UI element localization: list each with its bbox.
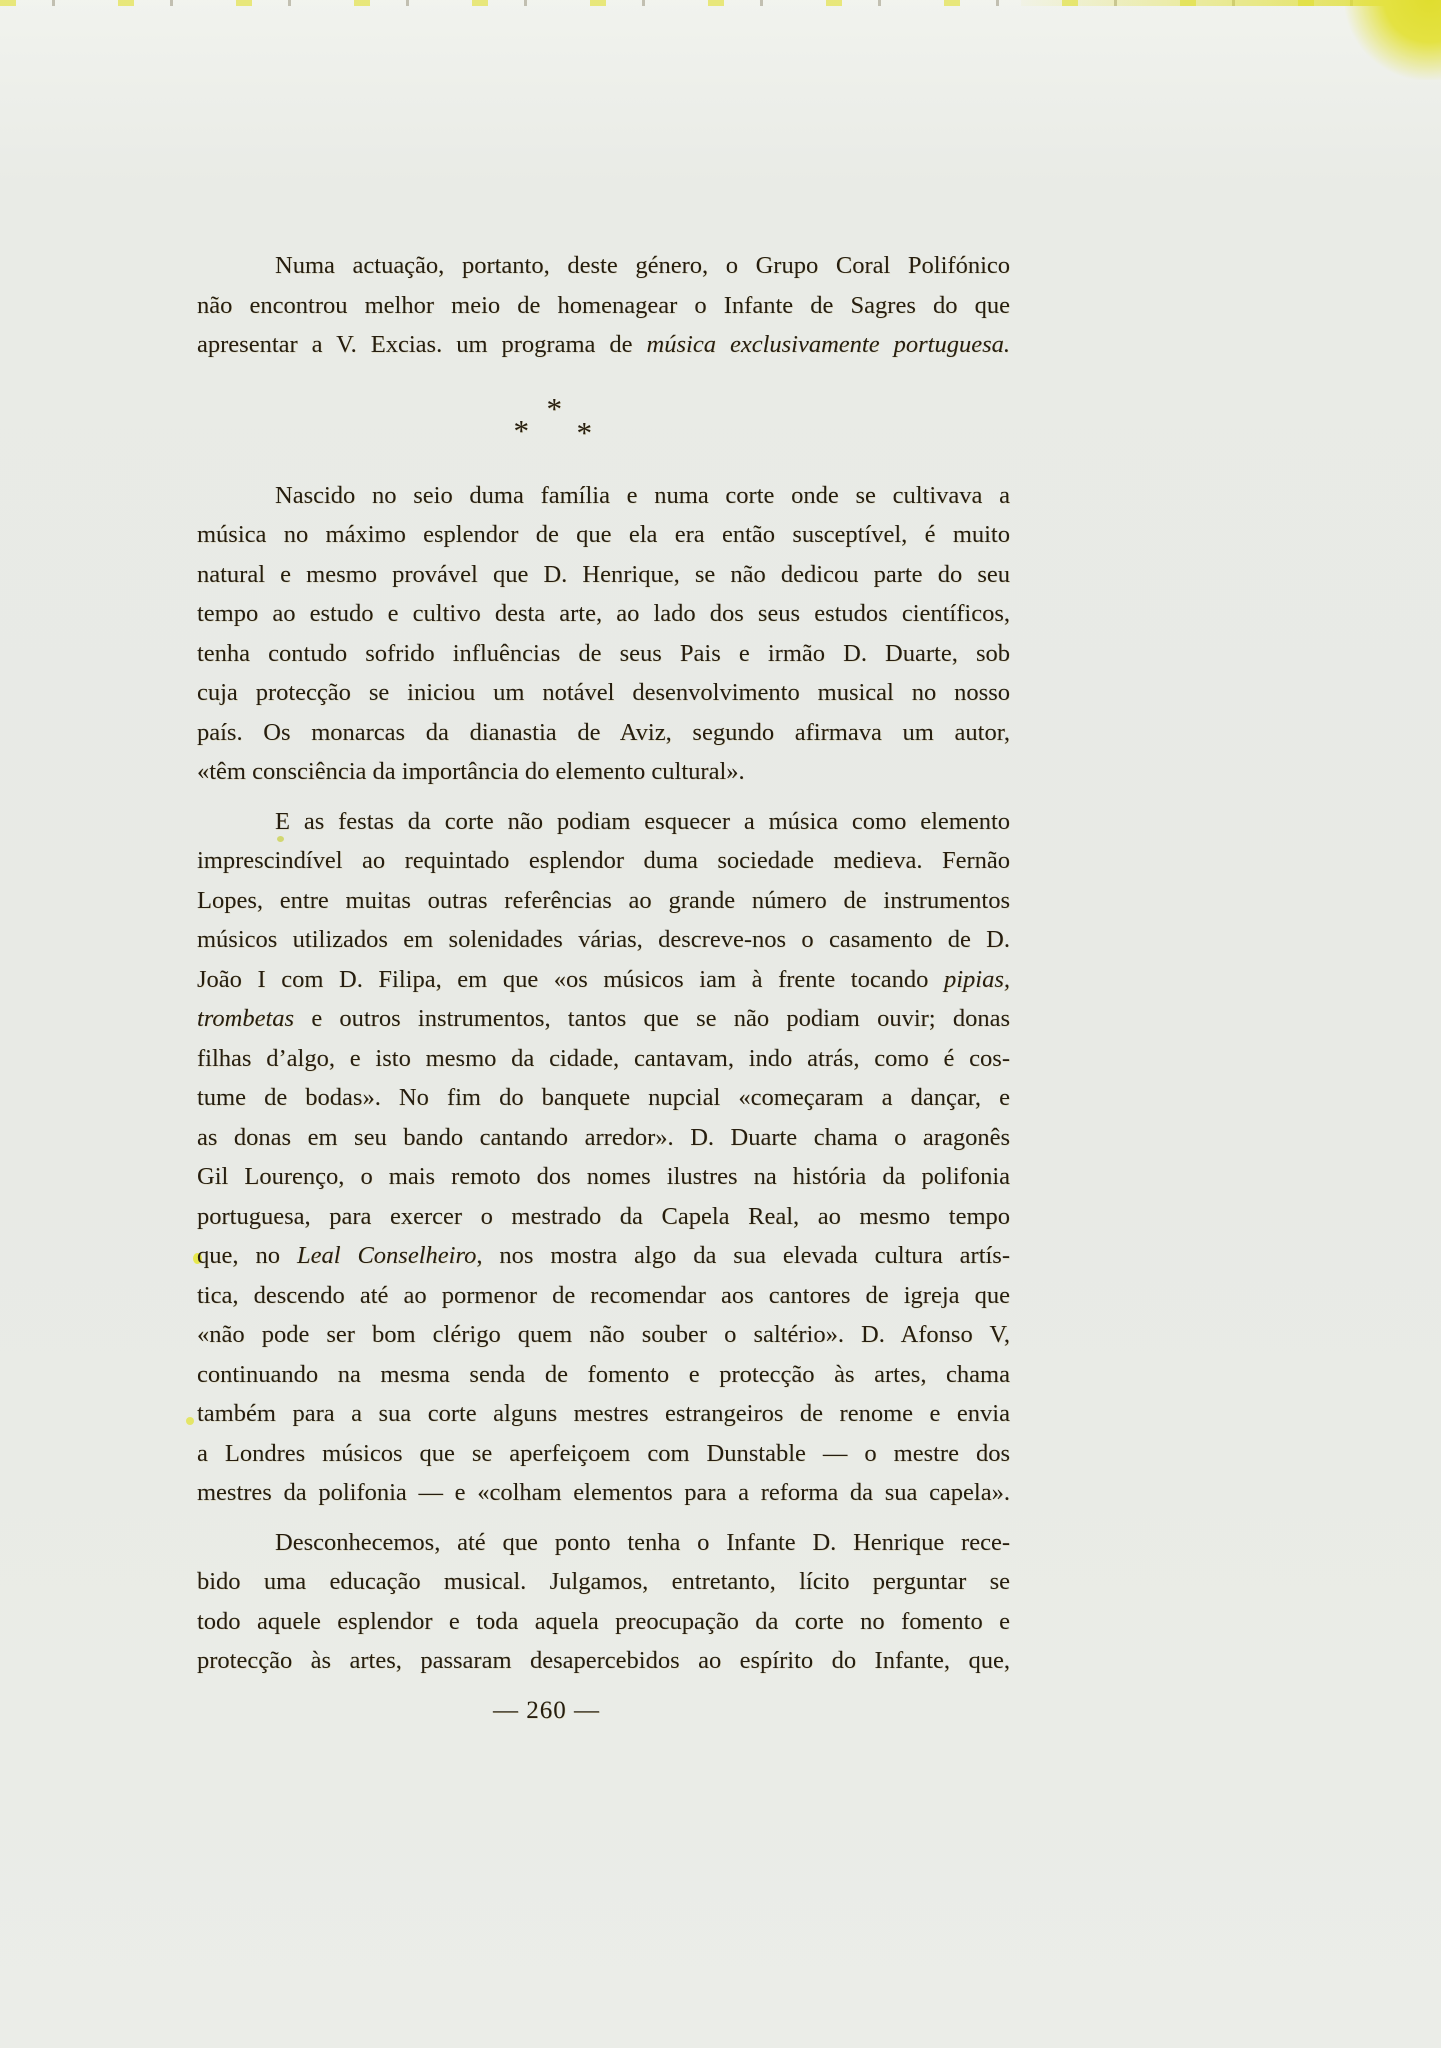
paragraph-group-rest	[197, 476, 1010, 1681]
text-line	[197, 1276, 1010, 1316]
text-line	[197, 1473, 1010, 1513]
text-segment: João I com D. Filipa, em que «os músicos iam à frente tocando	[197, 965, 944, 993]
text-line	[197, 1118, 1010, 1158]
asterisk: *	[513, 412, 529, 448]
text-line	[197, 1602, 1010, 1642]
text-line	[197, 920, 1010, 960]
text-segment: a Londres músicos que se aperfeiçoem com Dunstable — o mestre dos	[197, 1439, 1010, 1467]
text-line	[197, 1236, 1010, 1276]
text-line	[197, 1562, 1010, 1602]
page-number: — 260 —	[493, 1697, 600, 1724]
text-segment: bido uma educação musical. Julgamos, entretanto, lícito perguntar se	[197, 1568, 1010, 1595]
text-segment: apresentar a V. Excias. um programa de	[197, 331, 647, 358]
text-line	[197, 841, 1010, 881]
text-line	[197, 999, 1010, 1039]
text-segment: Gil Lourenço, o mais remoto dos nomes ilustres na história da polifonia	[197, 1163, 1010, 1190]
text-segment: E as festas da corte não podiam esquecer a música como elemento	[275, 807, 1010, 835]
text-block	[197, 246, 1010, 1681]
text-segment: músicos utilizados em solenidades várias, descreve-nos o casamento de D.	[197, 926, 1010, 953]
text-line	[197, 1355, 1010, 1395]
text-line	[197, 555, 1010, 595]
text-line	[197, 594, 1010, 634]
paragraph-group-first	[197, 246, 1010, 365]
text-segment: , nos mostra algo da sua elevada cultura artís-	[476, 1242, 1011, 1269]
text-segment: cuja protecção se iniciou um notável desenvolvimento musical no nosso	[197, 679, 1010, 706]
text-segment: Desconhecemos, até que ponto tenha o Infante D. Henrique rece-	[275, 1528, 1010, 1556]
text-line	[197, 752, 1010, 792]
text-segment: que, no	[197, 1242, 297, 1269]
asterisk: *	[576, 414, 592, 450]
italic-text-segment: Leal Conselheiro	[296, 1242, 477, 1269]
text-segment: Lopes, entre muitas outras referências ao grande número de instrumentos	[197, 886, 1010, 914]
text-segment: tume de bodas». No fim do banquete nupcial «começaram a dançar, e	[197, 1084, 1010, 1111]
italic-text-segment: pipias,	[943, 965, 1010, 993]
text-segment: tenha contudo sofrido influências de seus Pais e irmão D. Duarte, sob	[197, 639, 1010, 667]
text-segment: protecção às artes, passaram desapercebidos ao espírito do Infante, que,	[197, 1647, 1010, 1674]
text-line	[197, 960, 1010, 1000]
text-line	[197, 1039, 1010, 1079]
corner-yellow-stain	[1345, 0, 1441, 80]
paragraph	[197, 246, 1010, 365]
text-segment: tica, descendo até ao pormenor de recomendar aos cantores de igreja que	[197, 1281, 1010, 1309]
text-segment: também para a sua corte alguns mestres estrangeiros de renome e envia	[197, 1400, 1010, 1427]
text-line	[197, 713, 1010, 753]
text-line	[197, 634, 1010, 674]
text-line	[197, 1315, 1010, 1355]
text-segment: Numa actuação, portanto, deste género, o Grupo Coral Polifónico	[275, 252, 1010, 279]
text-segment: imprescindível ao requintado esplendor duma sociedade medieva. Fernão	[197, 847, 1010, 874]
text-segment: tempo ao estudo e cultivo desta arte, ao lado dos seus estudos científicos,	[197, 600, 1010, 627]
text-segment: portuguesa, para exercer o mestrado da Capela Real, ao mesmo tempo	[197, 1202, 1010, 1230]
paragraph	[197, 476, 1010, 792]
text-segment: continuando na mesma senda de fomento e protecção às artes, chama	[197, 1360, 1010, 1388]
text-line	[197, 246, 1010, 286]
text-segment: não encontrou melhor meio de homenagear o Infante de Sagres do que	[197, 291, 1010, 319]
text-segment: Nascido no seio duma família e numa corte onde se cultivava a	[275, 481, 1010, 509]
text-line	[197, 286, 1010, 326]
asterisk: *	[546, 390, 562, 426]
ink-speck	[186, 1417, 194, 1425]
paragraph	[197, 1523, 1010, 1681]
text-line	[197, 802, 1010, 842]
italic-text-segment: trombetas	[197, 1005, 295, 1032]
text-line	[197, 1157, 1010, 1197]
text-line	[197, 515, 1010, 555]
text-segment: as donas em seu bando cantando arredor». D. Duarte chama o aragonês	[197, 1123, 1010, 1151]
text-segment: país. Os monarcas da dianastia de Aviz, segundo afirmava um autor,	[197, 718, 1010, 746]
text-line	[197, 476, 1010, 516]
paragraph	[197, 802, 1010, 1513]
text-line	[197, 1641, 1010, 1681]
text-segment: filhas d’algo, e isto mesmo da cidade, cantavam, indo atrás, como é cos-	[197, 1044, 1010, 1072]
italic-text-segment: música exclusivamente portuguesa.	[646, 331, 1010, 358]
text-line	[197, 1197, 1010, 1237]
text-segment: todo aquele esplendor e toda aquela preocupação da corte no fomento e	[197, 1607, 1010, 1635]
text-line	[197, 673, 1010, 713]
text-line	[197, 1523, 1010, 1563]
text-segment: e outros instrumentos, tantos que se não podiam ouvir; donas	[294, 1005, 1010, 1032]
text-segment: «têm consciência da importância do elemento cultural».	[197, 758, 745, 785]
text-line	[197, 325, 1010, 365]
text-segment: natural e mesmo provável que D. Henrique, se não dedicou parte do seu	[197, 560, 1010, 588]
text-segment: música no máximo esplendor de que ela era então susceptível, é muito	[197, 521, 1010, 548]
text-line	[197, 881, 1010, 921]
text-line	[197, 1434, 1010, 1474]
text-line	[197, 1394, 1010, 1434]
text-segment: «não pode ser bom clérigo quem não souber o saltério». D. Afonso V,	[197, 1321, 1010, 1348]
asterism-separator	[197, 379, 1010, 462]
text-line	[197, 1078, 1010, 1118]
text-segment: mestres da polifonia — e «colham elementos para a reforma da sua capela».	[197, 1479, 1010, 1506]
